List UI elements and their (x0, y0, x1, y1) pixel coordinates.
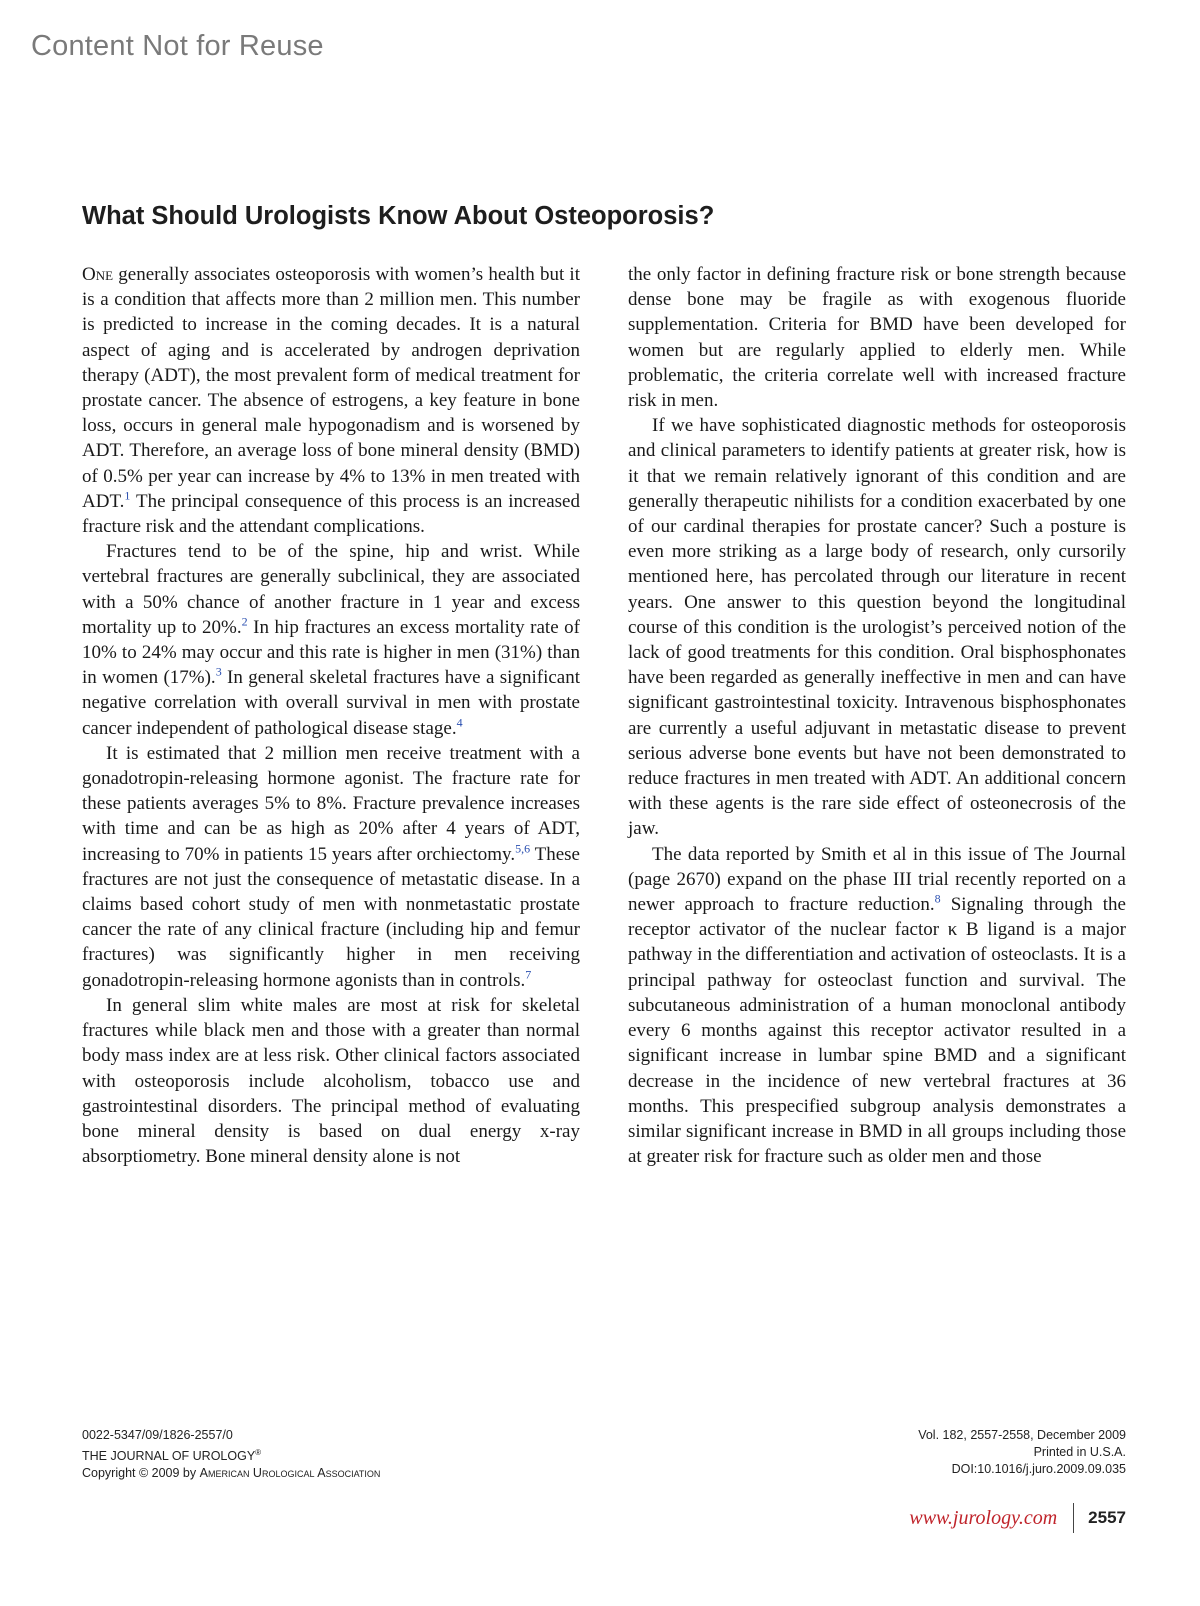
reference-link[interactable]: 5,6 (515, 841, 531, 856)
website-link[interactable]: www.jurology.com (909, 1506, 1058, 1529)
text-run: Fractures tend to be of the spine, hip and wrist. While vertebral fractures are generally subclinical, they are associated with a 50% chance of another fracture in 1 year and excess mortality up to 20%. (82, 541, 580, 638)
text-run: In general skeletal fractures have a significant negative correlation with overall survival in men with prostate cancer independent of pathological disease stage. (82, 667, 580, 739)
reference-link[interactable]: 7 (525, 967, 532, 982)
footer-citation-info (918, 1427, 1126, 1478)
journal-name: THE JOURNAL OF UROLOGY® (82, 1448, 262, 1464)
watermark: Content Not for Reuse (31, 30, 324, 62)
text-run: The principal consequence of this process is an increased fracture risk and the attendant complications. (82, 490, 580, 538)
text-run: the only factor in defining fracture risk or bone strength because dense bone may be fragile as with exogenous fluoride supplementation. Criteria for BMD have been developed for women but are regularly applied to elderly men. While problematic, the criteria correlate well with increased fracture risk in men. (628, 264, 1126, 412)
reference-link[interactable]: 4 (456, 715, 463, 730)
text-run: In hip fractures an excess mortality rate of 10% to 24% may occur and this rate is higher in men (31%) than in women (17%). (82, 616, 580, 689)
copyright-line: Copyright © 2009 by American Urological Association (82, 1466, 381, 1481)
paragraph (82, 993, 580, 1169)
footer-divider (1073, 1503, 1074, 1533)
issn-code: 0022-5347/09/1826-2557/0 (82, 1428, 233, 1442)
text-run: It is estimated that 2 million men receive treatment with a gonadotropin-releasing hormone agonist. The fracture rate for these patients averages 5% to 8%. Fracture prevalence increases with time and can be as high as 20% after 4 years of ADT, increasing to 70% in patients 15 years after orchiectomy. (82, 742, 580, 865)
association-name: American Urological Association (199, 1466, 381, 1481)
volume-info: Vol. 182, 2557-2558, December 2009 (918, 1428, 1126, 1442)
text-run: In general slim white males are most at risk for skeletal fractures while black men and those with a greater than normal body mass index are at less risk. Other clinical factors associated with osteoporosis include alcoholism, tobacco use and gastrointestinal disorders. The principal method of evaluating bone mineral density is based on dual energy x-ray absorptiometry. Bone mineral density alone is not (82, 994, 580, 1168)
paragraph (82, 539, 580, 741)
drop-lead: One (82, 264, 114, 285)
page-number: 2557 (1088, 1508, 1126, 1527)
doi[interactable]: DOI:10.1016/j.juro.2009.09.035 (951, 1462, 1126, 1476)
footer-publication-info (82, 1427, 380, 1482)
text-run: If we have sophisticated diagnostic methods for osteoporosis and clinical parameters to identify patients at greater risk, how is it that we remain relatively ignorant of this condition and are generally therapeutic nihilists for a condition exacerbated by one of our cardinal therapies for prostate cancer? Such a posture is even more striking as a large body of research, only cursorily mentioned here, has percolated through our literature in recent years. One answer to this question beyond the longitudinal course of this condition is the urologist’s perceived notion of the lack of good treatments for this condition. Oral bisphosphonates have been regarded as generally ineffective in men and can have significant gastrointestinal toxicity. Intravenous bisphosphonates are currently a useful adjuvant in metastatic disease to prevent serious adverse bone events but have not been demonstrated to reduce fractures in men treated with ADT. An additional concern with these agents is the rare side effect of osteonecrosis of the jaw. (628, 415, 1126, 840)
reference-link[interactable]: 3 (215, 664, 222, 679)
text-run: generally associates osteoporosis with women’s health but it is a condition that affects more than 2 million men. This number is predicted to increase in the coming decades. It is a natural aspect of aging and is accelerated by androgen deprivation therapy (ADT), the most prevalent form of medical treatment for prostate cancer. The absence of estrogens, a key feature in bone loss, occurs in general male hypogonadism and is worsened by ADT. Therefore, an average loss of bone mineral density (BMD) of 0.5% per year can increase by 4% to 13% in men treated with ADT. (82, 264, 580, 512)
reference-link[interactable]: 8 (934, 891, 941, 906)
paragraph (628, 413, 1126, 841)
registered-mark: ® (255, 1448, 262, 1457)
article-title: What Should Urologists Know About Osteoporosis? (82, 202, 715, 230)
text-run: These fractures are not just the consequence of metastatic disease. In a claims based cohort study of men with nonmetastatic prostate cancer the rate of any clinical fracture (including hip and femur fractures) was significantly higher in men receiving gonadotropin-releasing hormone agonists than in controls. (82, 843, 580, 991)
text-run: The data reported by Smith et al in this issue of The Journal (page 2670) expand on the phase III trial recently reported on a newer approach to fracture reduction. (628, 843, 1126, 916)
right-column (628, 262, 1126, 1169)
paragraph (628, 842, 1126, 1170)
paragraph (82, 262, 580, 539)
left-column (82, 262, 580, 1169)
printed-location: Printed in U.S.A. (1033, 1445, 1126, 1459)
text-run: Signaling through the receptor activator of the nuclear factor κ B ligand is a major pathway in the differentiation and activation of osteoclasts. It is a principal pathway for osteoclast function and survival. The subcutaneous administration of a human monoclonal antibody every 6 months against this receptor activator resulted in a significant increase in lumbar spine BMD and a significant decrease in the incidence of new vertebral fractures at 36 months. This prespecified subgroup analysis demonstrates a similar significant increase in BMD in all groups including those at greater risk for fracture such as older men and those (628, 894, 1126, 1168)
paragraph (82, 741, 580, 993)
page-footer-bar (909, 1503, 1126, 1533)
reference-link[interactable]: 1 (124, 488, 131, 503)
paragraph (628, 262, 1126, 413)
reference-link[interactable]: 2 (241, 614, 248, 629)
